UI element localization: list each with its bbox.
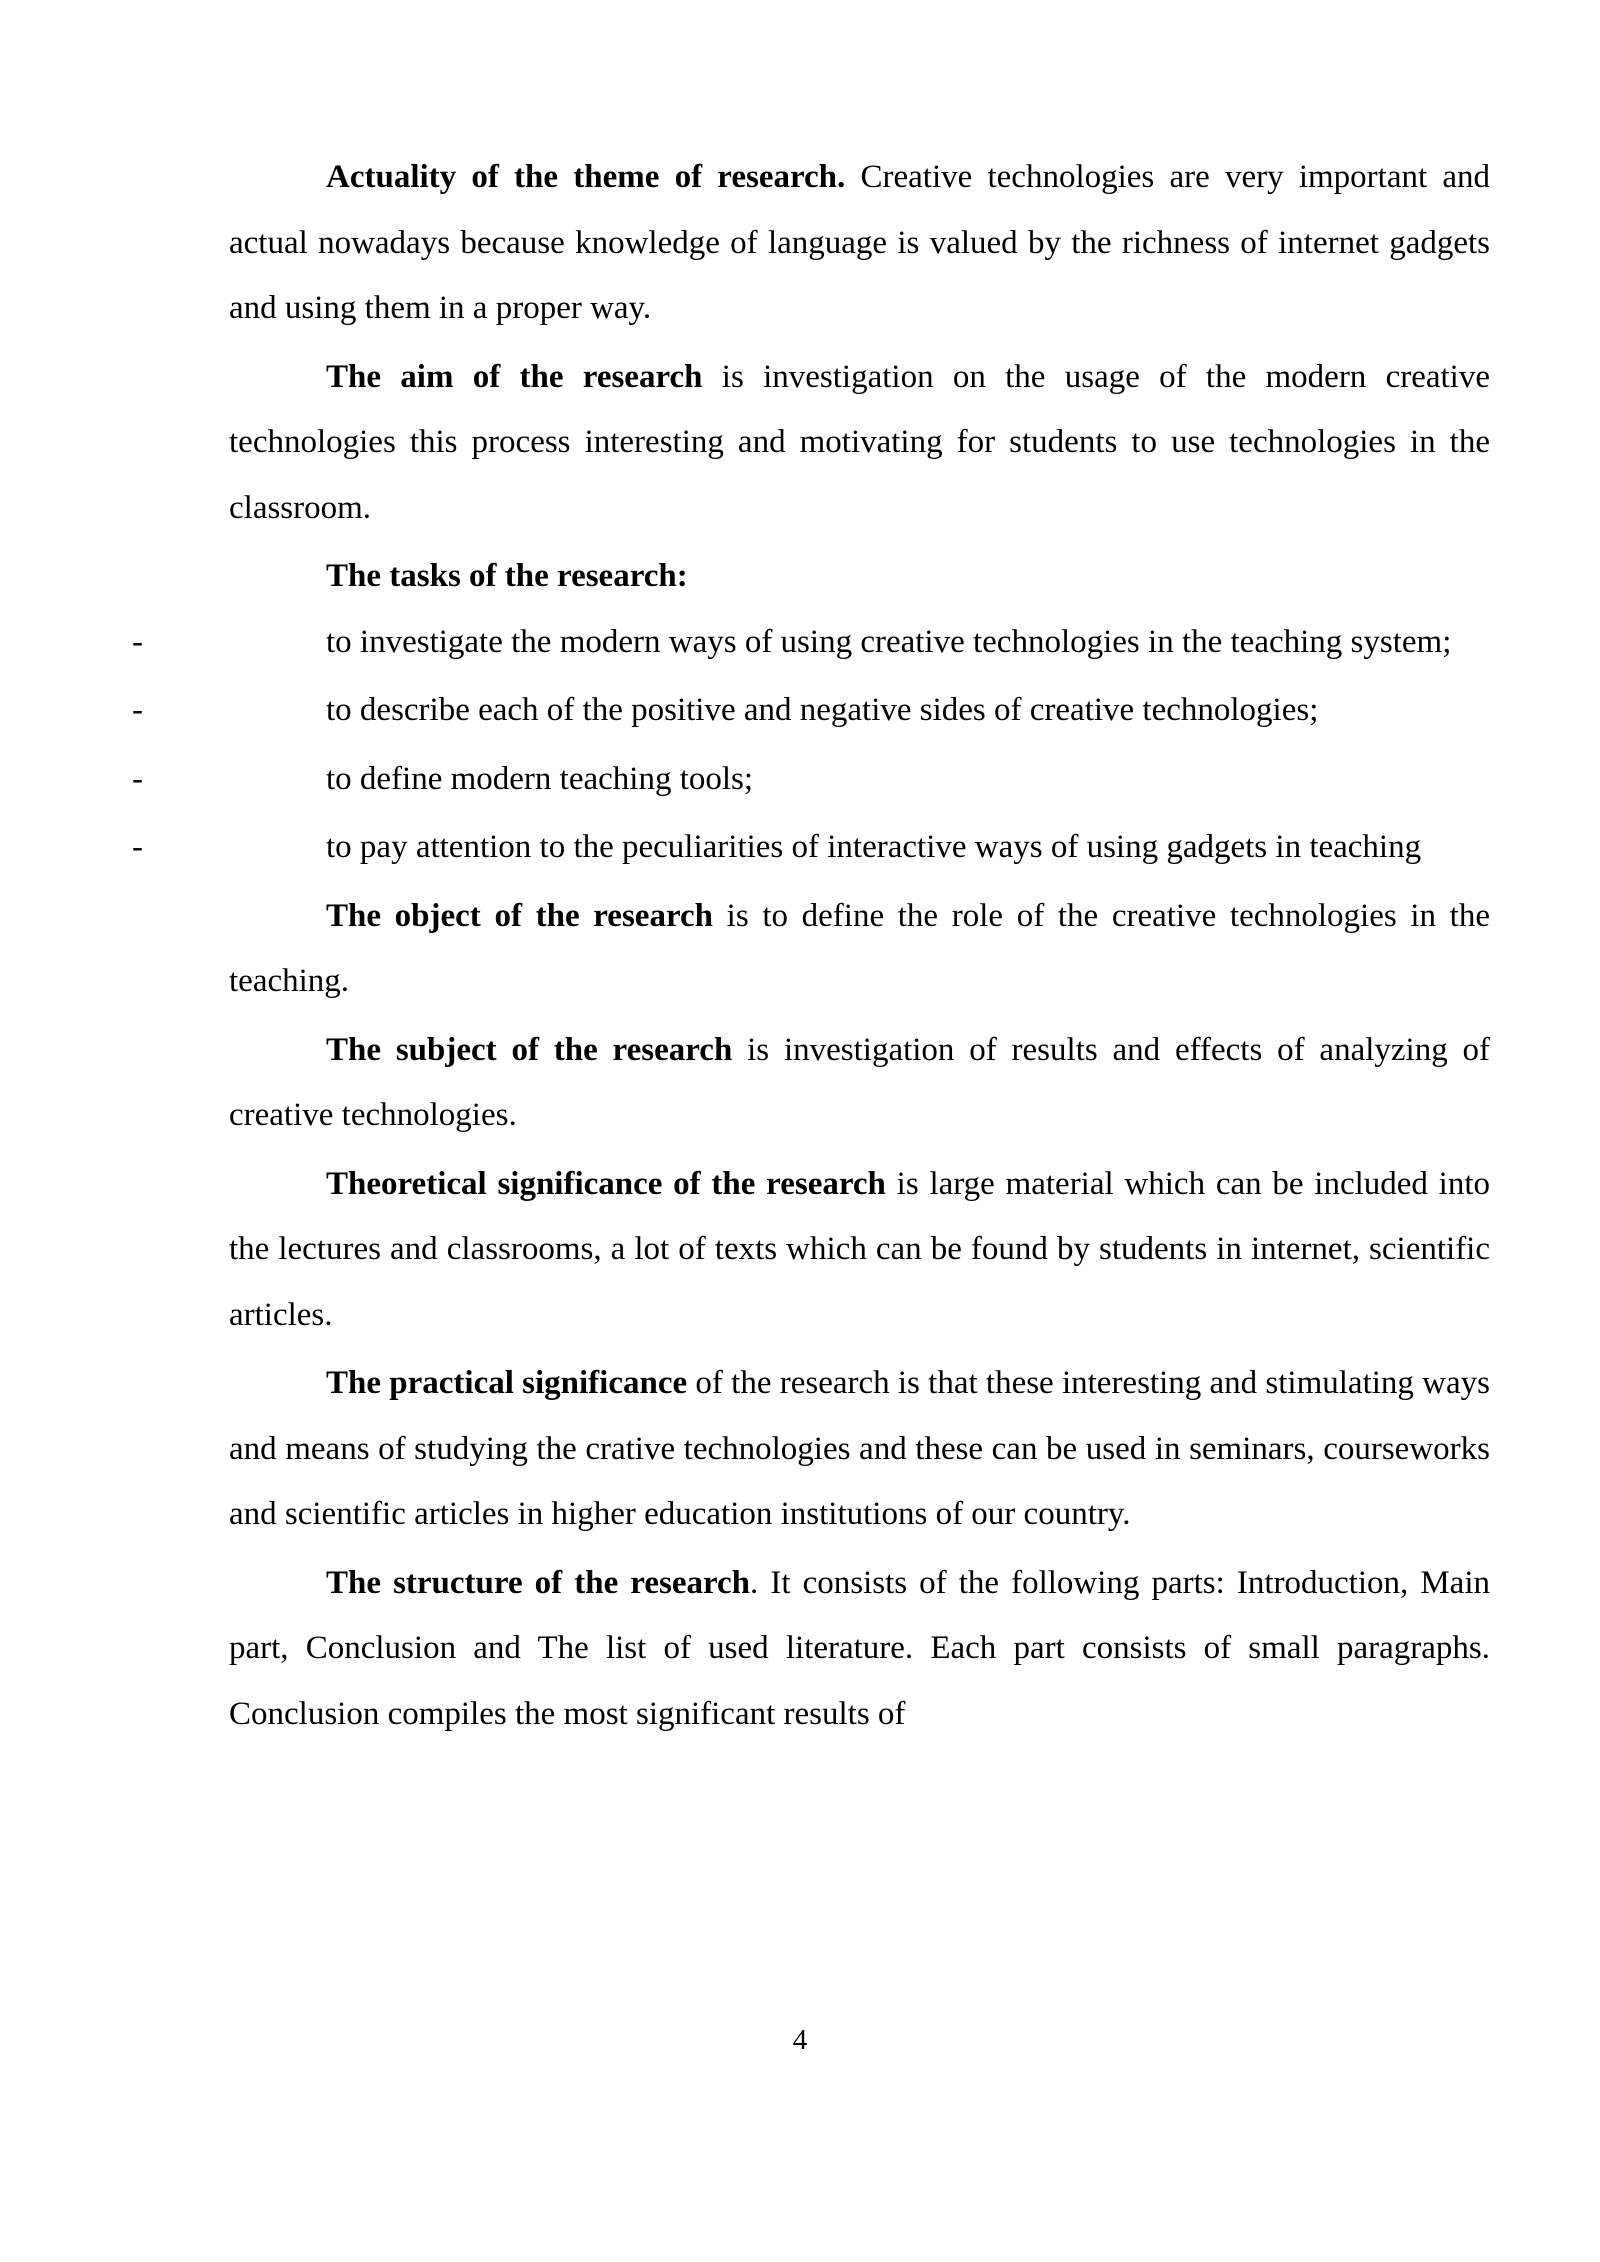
dash-bullet: - xyxy=(132,692,143,728)
paragraph-structure xyxy=(229,1551,1490,1748)
heading-object: The object of the research xyxy=(326,897,713,934)
task-text: to define modern teaching tools; xyxy=(326,760,754,797)
heading-actuality: Actuality of the theme of research. xyxy=(326,159,846,195)
paragraph-actuality xyxy=(229,145,1490,342)
text-actuality: Creative technologies are very important and actual nowadays because knowledge of language is valued by the richness of internet gadgets and using them in a proper way. xyxy=(229,159,1490,326)
document-body xyxy=(132,145,1491,1750)
heading-practical: The practical significance xyxy=(326,1365,688,1401)
task-text: to investigate the modern ways of using creative technologies in the teaching system; xyxy=(326,623,1452,660)
task-text: to pay attention to the peculiarities of interactive ways of using gadgets in teaching xyxy=(326,829,1422,865)
page-number: 4 xyxy=(792,2024,808,2056)
paragraph-tasks-heading xyxy=(229,544,1490,610)
list-item-task-4 xyxy=(132,815,1490,881)
paragraph-subject xyxy=(229,1018,1490,1149)
paragraph-object xyxy=(229,884,1490,1015)
paragraph-theoretical xyxy=(229,1152,1490,1349)
heading-theoretical: Theoretical significance of the research xyxy=(326,1165,886,1202)
text-structure: . It consists of the following parts: Introduction, Main part, Conclusion and The list of used literature. Each part consists of small paragraphs. Conclusion compiles the most significant results of xyxy=(229,1564,1490,1732)
text-practical: of the research is that these interesting and stimulating ways and means of studying the crative technologies and these can be used in seminars, courseworks and scientific articles in higher education institutions of our country. xyxy=(229,1365,1490,1532)
dash-bullet: - xyxy=(132,829,143,865)
text-object: is to define the role of the creative technologies in the teaching. xyxy=(229,897,1490,999)
heading-aim: The aim of the research xyxy=(326,358,703,395)
list-item-task-1 xyxy=(132,610,1490,676)
dash-bullet: - xyxy=(132,760,143,797)
paragraph-aim xyxy=(229,345,1490,542)
list-item-task-3 xyxy=(132,747,1490,813)
list-item-task-2 xyxy=(132,678,1490,744)
paragraph-practical xyxy=(229,1351,1490,1548)
heading-tasks: The tasks of the research: xyxy=(326,558,688,594)
text-subject: is investigation of results and effects of analyzing of creative technologies. xyxy=(229,1031,1490,1133)
text-aim: is investigation on the usage of the modern creative technologies this process interesting and motivating for students to use technologies in the classroom. xyxy=(229,358,1491,526)
heading-subject: The subject of the research xyxy=(326,1031,733,1068)
dash-bullet: - xyxy=(132,623,143,660)
text-theoretical: is large material which can be included into the lectures and classrooms, a lot of texts which can be found by students in internet, scientific articles. xyxy=(229,1165,1490,1333)
heading-structure: The structure of the research xyxy=(326,1564,751,1601)
task-text: to describe each of the positive and negative sides of creative technologies; xyxy=(326,692,1319,728)
